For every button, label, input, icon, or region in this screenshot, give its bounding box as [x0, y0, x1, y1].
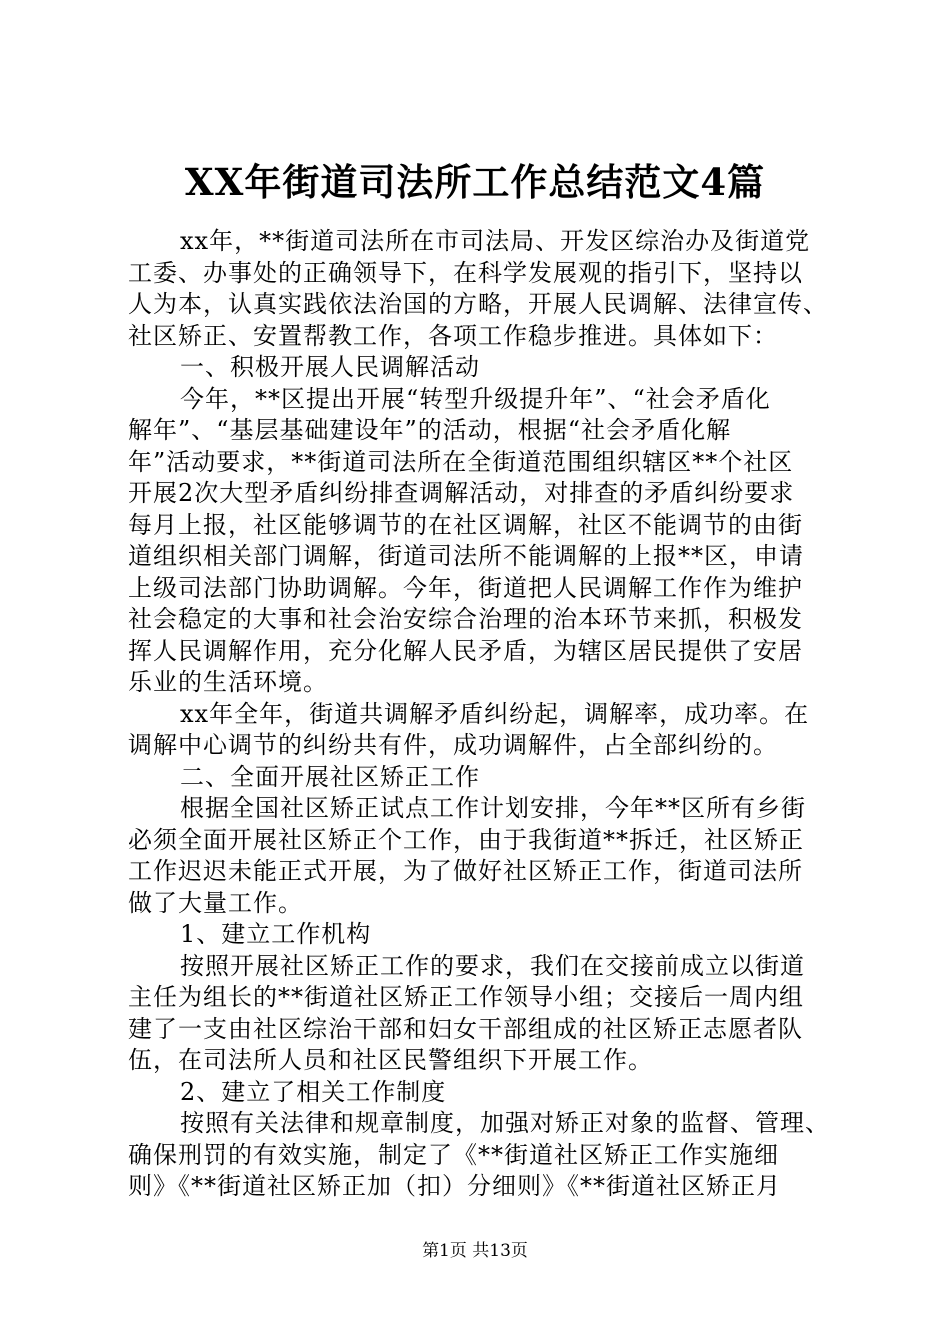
text-line: 主任为组长的**街道社区矫正工作领导小组；交接后一周内组: [128, 983, 804, 1011]
text-line: 建了一支由社区综治干部和妇女干部组成的社区矫正志愿者队: [128, 1014, 803, 1043]
text-line: 根据全国社区矫正试点工作计划安排，今年**区所有乡街: [180, 794, 806, 822]
text-line: 解年”、“基层基础建设年”的活动，根据“社会矛盾化解: [128, 416, 732, 444]
text-line: 工作迟迟未能正式开展，为了做好社区矫正工作，街道司法所: [128, 857, 803, 885]
document-body: [128, 226, 848, 1203]
text-line: 年”活动要求，**街道司法所在全街道范围组织辖区**个社区: [128, 447, 794, 476]
text-line: 社会稳定的大事和社会治安综合治理的治本环节来抓，积极发: [128, 605, 803, 633]
text-line: 人为本，认真实践依法治国的方略，开展人民调解、法律宣传、: [128, 290, 828, 318]
text-line: 则》《**街道社区矫正加（扣）分细则》《**街道社区矫正月: [128, 1172, 781, 1200]
text-line: xx年，**街道司法所在市司法局、开发区综治办及街道党: [180, 227, 811, 255]
text-line: 每月上报，社区能够调节的在社区调解，社区不能调节的由街: [128, 510, 803, 539]
text-line: 确保刑罚的有效实施，制定了《**街道社区矫正工作实施细: [128, 1140, 779, 1169]
text-line: 社区矫正、安置帮教工作，各项工作稳步推进。具体如下：: [128, 321, 778, 350]
text-line: 按照开展社区矫正工作的要求，我们在交接前成立以街道: [180, 951, 805, 980]
text-line: xx年全年，街道共调解矛盾纠纷起，调解率，成功率。在: [180, 699, 810, 728]
text-line: 2、建立了相关工作制度: [180, 1077, 447, 1106]
text-line: 调解中心调节的纠纷共有件，成功调解件，占全部纠纷的。: [128, 731, 778, 759]
document-title: XX年街道司法所工作总结范文4篇: [184, 160, 766, 204]
text-line: 乐业的生活环境。: [128, 668, 328, 696]
text-line: 今年，**区提出开展“转型升级提升年”、“社会矛盾化: [180, 384, 771, 413]
text-line: 开展2次大型矛盾纠纷排查调解活动，对排查的矛盾纠纷要求: [128, 479, 795, 507]
text-line: 工委、办事处的正确领导下，在科学发展观的指引下，坚持以: [128, 258, 803, 287]
text-line: 一、积极开展人民调解活动: [180, 353, 480, 381]
text-line: 做了大量工作。: [128, 888, 303, 917]
text-line: 伍，在司法所人员和社区民警组织下开展工作。: [128, 1046, 653, 1074]
text-line: 二、全面开展社区矫正工作: [180, 762, 480, 791]
page-footer: 第1页 共13页: [422, 1241, 528, 1261]
text-line: 按照有关法律和规章制度，加强对矫正对象的监督、管理、: [180, 1109, 830, 1137]
text-line: 必须全面开展社区矫正个工作，由于我街道**拆迁，社区矫正: [128, 825, 804, 854]
text-line: 1、建立工作机构: [180, 920, 372, 948]
text-line: 挥人民调解作用，充分化解人民矛盾，为辖区居民提供了安居: [128, 636, 803, 665]
text-line: 道组织相关部门调解，街道司法所不能调解的上报**区，申请: [128, 542, 804, 570]
text-line: 上级司法部门协助调解。今年，街道把人民调解工作作为维护: [128, 573, 803, 602]
